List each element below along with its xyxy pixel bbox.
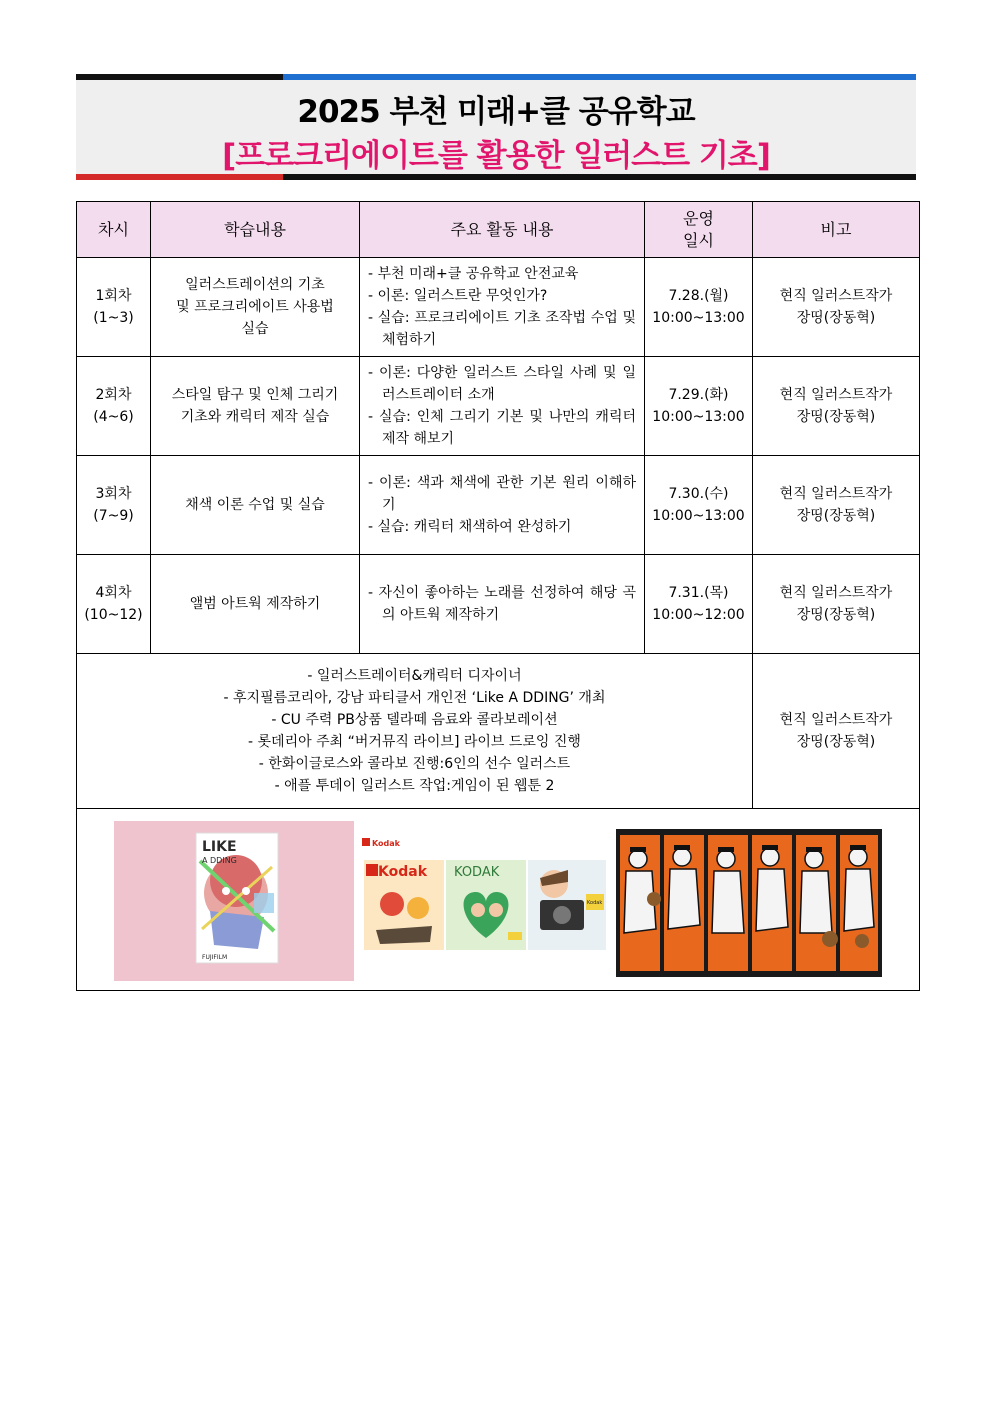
poster-illustration-icon: [114, 821, 354, 981]
banner-bottom-bar-red: [76, 174, 283, 180]
note-cell: 현직 일러스트작가 장띵(장동혁): [753, 258, 920, 357]
kodak-illustration-icon: [362, 834, 608, 958]
session-range: (10~12): [84, 607, 143, 623]
table-row: [77, 555, 920, 654]
career-cell: [77, 654, 753, 809]
career-note-cell: 현직 일러스트작가 장띵(장동혁): [753, 654, 920, 809]
session-label: 2회차: [95, 387, 132, 403]
header-row: [77, 202, 920, 258]
poster-title-text: LIKE: [202, 839, 237, 855]
image-row: [77, 809, 920, 991]
time: 10:00~13:00: [652, 508, 745, 524]
session-range: (1~3): [93, 310, 134, 326]
poster-subtitle-text: A DDING: [202, 856, 237, 865]
career-item: - 한화이글로스와 콜라보 진행:6인의 선수 일러스트: [258, 756, 571, 772]
note-cell: 현직 일러스트작가 장띵(장동혁): [753, 456, 920, 555]
players-illustration-icon: [616, 829, 882, 977]
session-cell: [77, 555, 151, 654]
content-cell: 채색 이론 수업 및 실습: [151, 456, 360, 555]
title-line-2: [프로크리에이트를 활용한 일러스트 기초]: [222, 138, 770, 174]
header-content: 학습내용: [151, 202, 360, 258]
header-note: 비고: [753, 202, 920, 258]
activity-item: - 이론: 다양한 일러스트 스타일 사례 및 일러스트레이터 소개: [368, 365, 636, 403]
career-item: - 일러스트레이터&캐릭터 디자이너: [307, 668, 522, 684]
activity-cell: [360, 456, 645, 555]
note-cell: 현직 일러스트작가 장띵(장동혁): [753, 555, 920, 654]
title-banner: [76, 74, 916, 180]
career-row: [77, 654, 920, 809]
date-cell: [645, 456, 753, 555]
date-cell: [645, 357, 753, 456]
session-range: (7~9): [93, 508, 134, 524]
career-item: - 애플 투데이 일러스트 작업:게임이 된 웹툰 2: [274, 778, 555, 794]
session-label: 1회차: [95, 288, 132, 304]
time: 10:00~13:00: [652, 409, 745, 425]
session-cell: [77, 456, 151, 555]
session-cell: [77, 258, 151, 357]
activity-item: - 자신이 좋아하는 노래를 선정하여 해당 곡의 아트웍 제작하기: [368, 585, 636, 623]
content-cell: 스타일 탐구 및 인체 그리기 기초와 캐릭터 제작 실습: [151, 357, 360, 456]
date-cell: [645, 555, 753, 654]
kodak-card3-text: Kodak: [587, 900, 603, 906]
header-activities: 주요 활동 내용: [360, 202, 645, 258]
activity-item: - 실습: 프로크리에이트 기초 조작법 수업 및 체험하기: [368, 310, 636, 348]
content-cell: 일러스트레이션의 기초 및 프로크리에이트 사용법 실습: [151, 258, 360, 357]
activity-cell: [360, 555, 645, 654]
date: 7.28.(월): [668, 288, 729, 304]
hanwha-players-image: [616, 829, 882, 977]
header-session: 차시: [77, 202, 151, 258]
table-row: [77, 456, 920, 555]
activity-item: - 실습: 캐릭터 채색하여 완성하기: [368, 519, 572, 535]
poster-brand-text: FUJIFILM: [202, 954, 228, 961]
image-strip: [77, 809, 918, 990]
activity-item: - 부천 미래+클 공유학교 안전교육: [368, 266, 579, 282]
session-cell: [77, 357, 151, 456]
session-label: 3회차: [95, 486, 132, 502]
career-item: - 후지필름코리아, 강남 파티클서 개인전 ‘Like A DDING’ 개최: [223, 690, 606, 706]
career-item: - 롯데리아 주최 “버거뮤직 라이브] 라이브 드로잉 진행: [248, 734, 581, 750]
career-item: - CU 주력 PB상품 델라떼 음료와 콜라보레이션: [271, 712, 558, 728]
schedule-table: [76, 201, 920, 991]
header-schedule: 운영 일시: [645, 202, 753, 258]
time: 10:00~13:00: [652, 310, 745, 326]
activity-item: - 이론: 일러스트란 무엇인가?: [368, 288, 548, 304]
time: 10:00~12:00: [652, 607, 745, 623]
date: 7.29.(화): [668, 387, 729, 403]
date-cell: [645, 258, 753, 357]
kodak-card2-text: KODAK: [454, 865, 500, 880]
activity-cell: [360, 357, 645, 456]
table-row: [77, 258, 920, 357]
activity-cell: [360, 258, 645, 357]
kodak-collab-image: [362, 834, 608, 958]
kodak-card1-text: Kodak: [378, 864, 427, 880]
image-cell: [77, 809, 920, 991]
session-label: 4회차: [95, 585, 132, 601]
like-a-dding-poster-image: [114, 821, 354, 981]
activity-item: - 이론: 색과 채색에 관한 기본 원리 이해하기: [368, 475, 636, 513]
kodak-header-logo: Kodak: [372, 839, 400, 848]
table-row: [77, 357, 920, 456]
content-cell: 앨범 아트웍 제작하기: [151, 555, 360, 654]
activity-item: - 실습: 인체 그리기 기본 및 나만의 캐릭터 제작 해보기: [368, 409, 636, 447]
note-cell: 현직 일러스트작가 장띵(장동혁): [753, 357, 920, 456]
banner-bottom-bar-black: [283, 174, 916, 180]
date: 7.31.(목): [668, 585, 729, 601]
session-range: (4~6): [93, 409, 134, 425]
title-line-1: 2025 부천 미래+클 공유학교: [297, 94, 695, 130]
date: 7.30.(수): [668, 486, 729, 502]
